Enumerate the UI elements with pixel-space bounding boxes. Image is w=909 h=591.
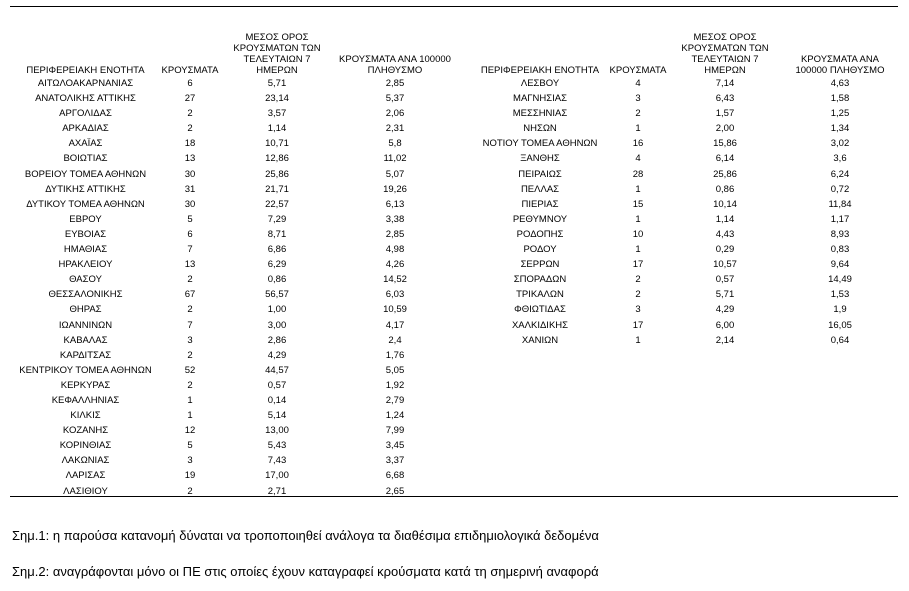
cell-cases: 2 [187,304,193,316]
header-cases: ΚΡΟΥΣΜΑΤΑ [161,65,219,76]
bottom-rule [10,496,898,497]
cell-cases: 30 [184,198,196,210]
cell-per100k: 3,45 [385,440,405,452]
cell-avg7: 1,14 [715,213,735,225]
cell-per100k: 16,05 [828,319,852,331]
cell-cases: 18 [184,138,196,150]
note-2: Σημ.2: αναγράφονται μόνο οι ΠΕ στις οποίες έχουν καταγραφεί κρούσματα κατά τη σημερινή αναφορά [12,564,599,579]
top-rule [10,6,898,7]
cell-cases: 67 [184,289,196,301]
cell-region: ΗΡΑΚΛΕΙΟΥ [58,259,113,271]
cell-avg7: 23,14 [265,93,289,105]
cell-per100k: 0,83 [830,244,850,256]
cell-region: ΡΕΘΥΜΝΟΥ [512,213,568,225]
cell-avg7: 21,71 [265,183,289,195]
cell-per100k: 1,34 [830,123,850,135]
cell-avg7: 7,29 [267,213,287,225]
cell-per100k: 2,79 [385,394,405,406]
cell-avg7: 5,71 [715,289,735,301]
cell-cases: 2 [187,349,193,361]
cell-avg7: 22,57 [265,198,289,210]
cell-avg7: 6,29 [267,259,287,271]
cell-avg7: 4,29 [267,349,287,361]
cell-cases: 6 [187,78,193,89]
cell-region: ΚΟΖΑΝΗΣ [62,425,109,437]
cell-avg7: 56,57 [265,289,289,301]
cell-per100k: 5,05 [385,364,405,376]
cell-region: ΙΩΑΝΝΙΝΩΝ [58,319,113,331]
cell-cases: 4 [635,78,641,89]
cell-per100k: 5,07 [385,168,405,180]
cell-cases: 3 [635,304,641,316]
cell-avg7: 0,57 [267,379,287,391]
cell-region: ΗΜΑΘΙΑΣ [63,244,108,256]
cell-region: ΒΟΙΩΤΙΑΣ [63,153,108,165]
cell-per100k: 6,68 [385,470,405,482]
cell-per100k: 2,06 [385,108,405,120]
cell-region: ΠΕΛΛΑΣ [520,183,560,195]
cell-region: ΚΟΡΙΝΘΙΑΣ [59,440,112,452]
cell-per100k: 1,9 [833,304,847,316]
cell-region: ΛΑΡΙΣΑΣ [65,470,106,482]
cell-region: ΣΕΡΡΩΝ [520,259,560,271]
cell-avg7: 1,57 [715,108,735,120]
cell-avg7: 2,14 [715,334,735,346]
cell-avg7: 17,00 [265,470,289,482]
cell-per100k: 19,26 [383,183,407,195]
cell-per100k: 2,85 [385,78,405,89]
cell-cases: 19 [184,470,196,482]
cell-cases: 2 [635,108,641,120]
cell-cases: 2 [635,274,641,286]
cell-avg7: 2,71 [267,485,287,497]
cell-cases: 5 [187,440,193,452]
cell-per100k: 6,24 [830,168,850,180]
cell-avg7: 10,57 [713,259,737,271]
cell-region: ΚΙΛΚΙΣ [70,410,101,422]
cell-region: ΛΑΚΩΝΙΑΣ [61,455,110,467]
cell-per100k: 2,31 [385,123,405,135]
cell-region: ΚΕΝΤΡΙΚΟΥ ΤΟΜΕΑ ΑΘΗΝΩΝ [19,364,152,376]
cell-avg7: 7,43 [267,455,287,467]
cell-region: ΘΑΣΟΥ [69,274,102,286]
cell-cases: 5 [187,213,193,225]
cell-region: ΘΕΣΣΑΛΟΝΙΚΗΣ [48,289,123,301]
cell-avg7: 3,00 [267,319,287,331]
cell-cases: 12 [184,425,196,437]
header-per100k: ΚΡΟΥΣΜΑΤΑ ΑΝΑ 100000 ΠΛΗΘΥΣΜΟ [339,54,451,76]
cell-avg7: 10,14 [713,198,737,210]
cell-avg7: 8,71 [267,228,287,240]
cell-per100k: 0,64 [830,334,850,346]
cell-cases: 28 [632,168,644,180]
header-per100k: ΚΡΟΥΣΜΑΤΑ ΑΝΑ 100000 ΠΛΗΘΥΣΜΟ [795,54,885,76]
cell-region: ΔΥΤΙΚΟΥ ΤΟΜΕΑ ΑΘΗΝΩΝ [26,198,145,210]
cell-region: ΛΕΣΒΟΥ [520,78,560,89]
cell-per100k: 4,17 [385,319,405,331]
cell-avg7: 5,71 [267,78,287,89]
cell-cases: 1 [635,213,641,225]
cell-cases: 1 [187,394,193,406]
cell-avg7: 12,86 [265,153,289,165]
cell-per100k: 3,02 [830,138,850,150]
cell-region: ΧΑΛΚΙΔΙΚΗΣ [511,319,569,331]
cell-per100k: 14,49 [828,274,852,286]
cell-cases: 10 [632,228,644,240]
cell-avg7: 0,86 [715,183,735,195]
cell-avg7: 0,29 [715,244,735,256]
cell-avg7: 6,86 [267,244,287,256]
cell-per100k: 9,64 [830,259,850,271]
cell-cases: 2 [635,289,641,301]
cell-avg7: 10,71 [265,138,289,150]
cell-cases: 31 [184,183,196,195]
cell-region: ΡΟΔΟΥ [523,244,557,256]
cell-region: ΕΥΒΟΙΑΣ [64,228,107,240]
cell-per100k: 11,02 [383,153,407,165]
cell-region: ΑΡΚΑΔΙΑΣ [62,123,109,135]
cell-per100k: 3,38 [385,213,405,225]
cell-per100k: 4,63 [830,78,850,89]
cell-per100k: 6,13 [385,198,405,210]
cell-cases: 13 [184,259,196,271]
cell-region: ΕΒΡΟΥ [69,213,102,225]
cell-avg7: 3,57 [267,108,287,120]
cell-avg7: 6,00 [715,319,735,331]
cell-per100k: 0,72 [830,183,850,195]
cell-cases: 3 [635,93,641,105]
cell-avg7: 0,57 [715,274,735,286]
cell-per100k: 14,52 [383,274,407,286]
cell-region: ΒΟΡΕΙΟΥ ΤΟΜΕΑ ΑΘΗΝΩΝ [24,168,147,180]
cell-avg7: 1,00 [267,304,287,316]
cell-cases: 2 [187,123,193,135]
cell-avg7: 7,14 [715,78,735,89]
cell-per100k: 11,84 [828,198,852,210]
cell-region: ΠΕΙΡΑΙΩΣ [518,168,562,180]
cell-region: ΣΠΟΡΑΔΩΝ [513,274,567,286]
cell-region: ΝΗΣΩΝ [523,123,557,135]
cell-cases: 2 [187,485,193,497]
cell-cases: 30 [184,168,196,180]
cell-cases: 2 [187,274,193,286]
cell-per100k: 4,26 [385,259,405,271]
cell-region: ΜΑΓΝΗΣΙΑΣ [513,93,567,105]
cell-per100k: 1,24 [385,410,405,422]
cell-per100k: 1,25 [830,108,850,120]
note-1: Σημ.1: η παρούσα κατανομή δύναται να τροποποιηθεί ανάλογα τα διαθέσιμα επιδημιολογικά δεδομένα [12,528,599,543]
cell-avg7: 6,14 [715,153,735,165]
cell-avg7: 2,00 [715,123,735,135]
cell-region: ΜΕΣΣΗΝΙΑΣ [512,108,568,120]
cell-avg7: 25,86 [265,168,289,180]
cell-per100k: 3,37 [385,455,405,467]
header-avg7: ΜΕΣΟΣ ΟΡΟΣ ΚΡΟΥΣΜΑΤΩΝ ΤΩΝ ΤΕΛΕΥΤΑΙΩΝ 7 ΗΜΕΡΩΝ [681,32,769,76]
cell-per100k: 10,59 [383,304,407,316]
cell-avg7: 4,43 [715,228,735,240]
cell-avg7: 0,14 [267,394,287,406]
cell-region: ΚΕΡΚΥΡΑΣ [60,379,111,391]
cell-avg7: 5,14 [267,410,287,422]
cell-per100k: 1,17 [830,213,850,225]
cell-cases: 27 [184,93,196,105]
cell-region: ΔΥΤΙΚΗΣ ΑΤΤΙΚΗΣ [45,183,126,195]
cell-avg7: 15,86 [713,138,737,150]
cell-per100k: 7,99 [385,425,405,437]
cell-cases: 15 [632,198,644,210]
cell-avg7: 5,43 [267,440,287,452]
cell-per100k: 1,76 [385,349,405,361]
cell-cases: 3 [187,334,193,346]
cell-per100k: 3,6 [833,153,847,165]
cell-cases: 1 [635,244,641,256]
cell-cases: 4 [635,153,641,165]
cell-region: ΧΑΝΙΩΝ [521,334,559,346]
header-region: ΠΕΡΙΦΕΡΕΙΑΚΗ ΕΝΟΤΗΤΑ [480,65,600,76]
cell-per100k: 2,85 [385,228,405,240]
cell-per100k: 1,53 [830,289,850,301]
cell-cases: 3 [187,455,193,467]
cell-region: ΑΡΓΟΛΙΔΑΣ [59,108,112,120]
cell-region: ΚΑΒΑΛΑΣ [63,334,108,346]
cell-cases: 16 [632,138,644,150]
cell-cases: 1 [635,334,641,346]
cell-per100k: 8,93 [830,228,850,240]
cell-per100k: 2,4 [388,334,402,346]
cell-cases: 1 [635,183,641,195]
header-avg7: ΜΕΣΟΣ ΟΡΟΣ ΚΡΟΥΣΜΑΤΩΝ ΤΩΝ ΤΕΛΕΥΤΑΙΩΝ 7 ΗΜΕΡΩΝ [233,32,321,76]
cell-per100k: 1,92 [385,379,405,391]
cell-region: ΚΕΦΑΛΛΗΝΙΑΣ [51,394,120,406]
cell-per100k: 1,58 [830,93,850,105]
cell-avg7: 0,86 [267,274,287,286]
cell-avg7: 1,14 [267,123,287,135]
cell-per100k: 5,8 [388,138,402,150]
cell-cases: 7 [187,244,193,256]
cell-region: ΝΟΤΙΟΥ ΤΟΜΕΑ ΑΘΗΝΩΝ [482,138,598,150]
cell-region: ΤΡΙΚΑΛΩΝ [516,289,564,301]
cell-cases: 17 [632,259,644,271]
cell-region: ΠΙΕΡΙΑΣ [521,198,559,210]
cell-cases: 1 [187,410,193,422]
cell-per100k: 2,65 [385,485,405,497]
cell-region: ΞΑΝΘΗΣ [520,153,560,165]
cell-per100k: 6,03 [385,289,405,301]
cell-region: ΘΗΡΑΣ [69,304,102,316]
cell-per100k: 4,98 [385,244,405,256]
header-cases: ΚΡΟΥΣΜΑΤΑ [609,65,667,76]
cell-region: ΑΙΤΩΛΟΑΚΑΡΝΑΝΙΑΣ [37,78,134,89]
cell-region: ΑΝΑΤΟΛΙΚΗΣ ΑΤΤΙΚΗΣ [35,93,136,105]
cell-region: ΑΧΑΪΑΣ [68,138,103,150]
cell-region: ΛΑΣΙΘΙΟΥ [63,485,108,497]
cell-per100k: 5,37 [385,93,405,105]
header-region: ΠΕΡΙΦΕΡΕΙΑΚΗ ΕΝΟΤΗΤΑ [26,65,145,76]
cell-cases: 13 [184,153,196,165]
cell-avg7: 44,57 [265,364,289,376]
cell-cases: 6 [187,228,193,240]
cell-avg7: 2,86 [267,334,287,346]
cell-cases: 2 [187,379,193,391]
cell-region: ΚΑΡΔΙΤΣΑΣ [59,349,112,361]
cell-avg7: 4,29 [715,304,735,316]
cell-cases: 2 [187,108,193,120]
cell-region: ΦΘΙΩΤΙΔΑΣ [514,304,566,316]
cell-avg7: 6,43 [715,93,735,105]
cell-cases: 17 [632,319,644,331]
cell-cases: 7 [187,319,193,331]
cell-region: ΡΟΔΟΠΗΣ [516,228,564,240]
cell-cases: 1 [635,123,641,135]
cell-cases: 52 [184,364,196,376]
cell-avg7: 25,86 [713,168,737,180]
cell-avg7: 13,00 [265,425,289,437]
